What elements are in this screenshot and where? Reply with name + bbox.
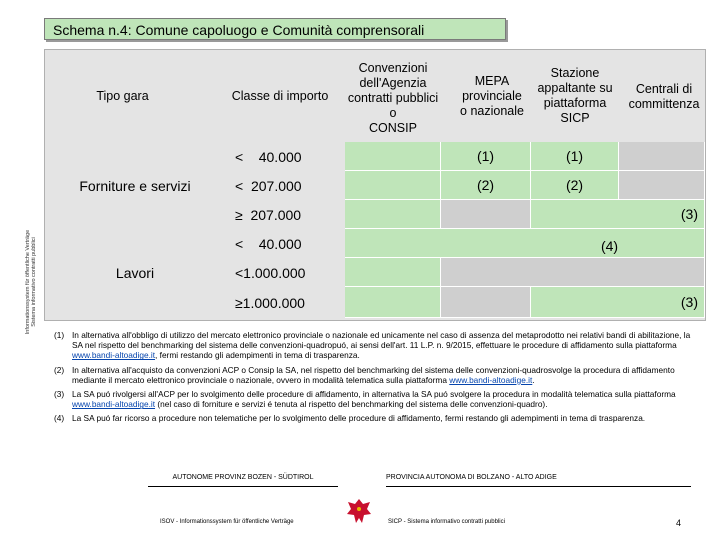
header-classe: Classe di importo (231, 88, 329, 103)
footer-right-rule (386, 486, 691, 487)
cell-r2-centrali (619, 171, 705, 200)
bandi-link[interactable]: www.bandi-altoadige.it (449, 374, 533, 385)
footnote-number: (2) (54, 364, 65, 375)
cell-r1-convenzioni (345, 142, 441, 171)
footnote-number: (1) (54, 330, 65, 340)
cell-r2-stazione: (2) (531, 171, 619, 200)
footnotes (54, 330, 699, 428)
footer-left-title: AUTONOME PROVINZ BOZEN - SÜDTIROL (172, 474, 314, 481)
group-forniture: Forniture e servizi (79, 178, 191, 194)
footnote-number: (3) (54, 389, 65, 400)
cell-r6-mepa (441, 287, 531, 318)
side-caption-de: Informationssystem für öffentliche Verträge (25, 229, 31, 335)
cell-r3-merged: (3) (531, 200, 705, 229)
cell-r3-mepa (441, 200, 531, 229)
footnote-3: (3) La SA puó rivolgersi all'ACP per lo svolgimento delle procedure di affidamento, in alternativa la SA puó svolgere la procedura in modalità telematica sulla piattaforma www.bandi-altoadige.it (nel caso di forniture e servizi é tenuta al rispetto del benchmarking del sistema delle convenzioni-quadro). (54, 389, 676, 410)
cell-r1-stazione: (1) (531, 142, 619, 171)
header-tipo-gara: Tipo gara (96, 88, 149, 103)
cell-r2-mepa: (2) (441, 171, 531, 200)
classe-row-2: < 207.000 (235, 177, 302, 194)
header-stazione: Stazione appaltante su piattaforma SICP (537, 66, 613, 125)
cell-r6-merged: (3) (531, 287, 705, 318)
header-convenzioni: Convenzioni dell'Agenzia contratti pubblici o CONSIP (347, 60, 439, 135)
group-lavori: Lavori (115, 265, 155, 281)
cell-r1-centrali (619, 142, 705, 171)
page-number: 4 (676, 518, 682, 528)
classe-row-4: < 40.000 (235, 235, 302, 252)
header-mepa: MEPA provinciale o nazionale (460, 74, 524, 118)
classe-row-5: <1.000.000 (235, 264, 306, 281)
cell-r2-convenzioni (345, 171, 441, 200)
side-caption-it: Sistema informativo contratti pubblici (31, 237, 37, 327)
schema-table (44, 49, 706, 321)
header-centrali: Centrali di committenza (628, 82, 700, 111)
cell-r1-mepa: (1) (441, 142, 531, 171)
footer-right-title: PROVINCIA AUTONOMA DI BOLZANO - ALTO ADIGE (386, 474, 557, 481)
side-caption (25, 187, 37, 377)
footer-right-sub: SICP - Sistema informativo contratti pubblici (388, 519, 505, 525)
classe-row-6: ≥1.000.000 (235, 294, 305, 311)
classe-row-1: < 40.000 (235, 148, 302, 165)
footnote-2: (2) In alternativa all'acquisto da convenzioni ACP o Consip la SA, nel rispetto del benchmarking del sistema delle convenzioni-quadrosvolge la procedura di affidamento mediante il mercato elettronico provinciale o nazionale, ovvero in modalità telematica sulla piattaforma www.bandi-altoadige.it. (54, 364, 675, 385)
classe-row-3: ≥ 207.000 (235, 206, 302, 223)
cell-r5-rest (441, 258, 705, 287)
bandi-link[interactable]: www.bandi-altoadige.it (72, 350, 156, 361)
cell-r4-merged: (4) (345, 229, 705, 258)
eagle-coat-of-arms-icon (345, 496, 373, 526)
cell-r6-convenzioni (345, 287, 441, 318)
bandi-link[interactable]: www.bandi-altoadige.it (72, 399, 156, 410)
footnote-1: (1) In alternativa all'obbligo di utilizzo del mercato elettronico provinciale o nazionale ed unicamente nel caso di assenza del metaprodotto nei relativi bandi di abilitazione, la SA nel rispetto del benchmarking del sistema delle convenzioni-quadropuó, ai sensi dell'art. 11 L.P. n. 9/2015, effettuare le procedure di affidamento sulla piattaforma www.bandi-altoadige.it, fermi restando gli adempimenti in tema di trasparenza. (54, 330, 691, 361)
cell-r5-convenzioni (345, 258, 441, 287)
footer-left-sub: ISOV - Informationssystem für öffentliche Verträge (160, 519, 294, 525)
footnote-number: (4) (54, 413, 65, 424)
cell-r3-convenzioni (345, 200, 441, 229)
footnote-4: (4) La SA puó far ricorso a procedure non telematiche per lo svolgimento delle procedure di affidamento, fermi restando gli adempimenti in tema di trasparenza. (54, 413, 646, 424)
page-title: Schema n.4: Comune capoluogo e Comunità comprensorali (44, 18, 506, 40)
footer-left-rule (148, 486, 338, 487)
